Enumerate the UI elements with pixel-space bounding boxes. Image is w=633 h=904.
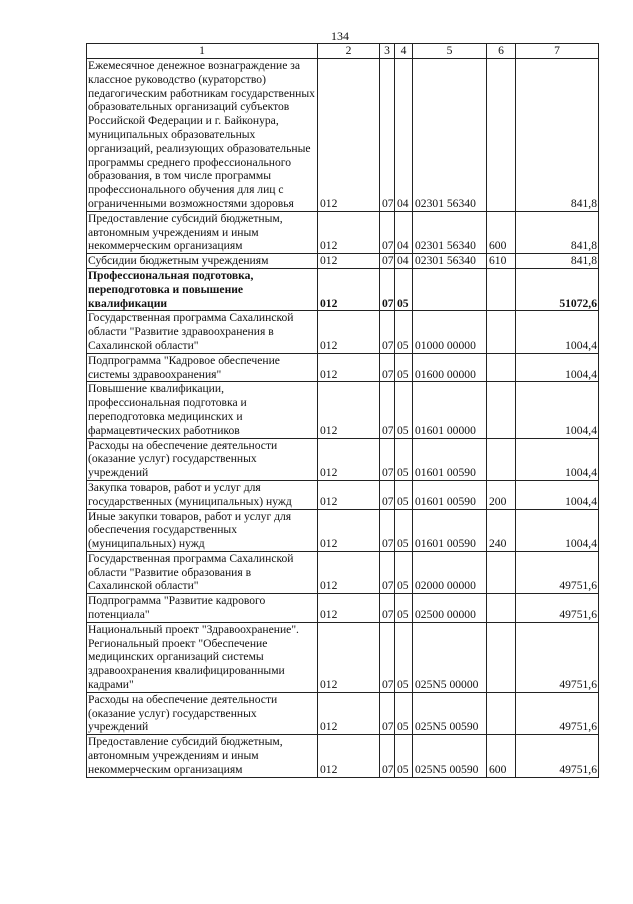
ministry-code-cell: 012 xyxy=(318,211,380,253)
section-code-cell: 07 xyxy=(380,353,395,382)
expense-type-cell xyxy=(487,692,516,734)
section-code-cell: 07 xyxy=(380,211,395,253)
section-code-cell: 07 xyxy=(380,622,395,692)
table-row xyxy=(87,211,599,253)
table-row xyxy=(87,594,599,623)
amount-cell: 1004,4 xyxy=(516,438,599,480)
ministry-code-cell: 012 xyxy=(318,268,380,310)
target-article-cell: 02301 56340 xyxy=(413,59,487,212)
subsection-code-cell: 05 xyxy=(395,311,413,353)
ministry-code-cell: 012 xyxy=(318,353,380,382)
column-header: 5 xyxy=(413,44,487,59)
expense-type-cell xyxy=(487,382,516,438)
row-name-cell: Повышение квалификации, профессиональная подготовка и переподготовка медицинских и фармацевтических работников xyxy=(87,382,318,438)
expense-type-cell: 610 xyxy=(487,254,516,269)
section-code-cell: 07 xyxy=(380,509,395,551)
amount-cell: 49751,6 xyxy=(516,622,599,692)
expense-type-cell xyxy=(487,594,516,623)
expense-type-cell xyxy=(487,268,516,310)
column-header: 1 xyxy=(87,44,318,59)
ministry-code-cell: 012 xyxy=(318,594,380,623)
table-row xyxy=(87,622,599,692)
target-article-cell xyxy=(413,268,487,310)
column-header: 2 xyxy=(318,44,380,59)
subsection-code-cell: 05 xyxy=(395,382,413,438)
amount-cell: 49751,6 xyxy=(516,692,599,734)
column-header: 7 xyxy=(516,44,599,59)
ministry-code-cell: 012 xyxy=(318,551,380,593)
expense-type-cell xyxy=(487,622,516,692)
table-row xyxy=(87,254,599,269)
row-name-cell: Ежемесячное денежное вознаграждение за классное руководство (кураторство) педагогическим работникам государственных образовательных организаций субъектов Российской Федерации и г. Байконура, муниципальных образовательных организаций, реализующих образовательные программы среднего профессионального образования, в том числе программы профессионального обучения для лиц с ограниченными возможностями здоровья xyxy=(87,59,318,212)
ministry-code-cell: 012 xyxy=(318,438,380,480)
target-article-cell: 01000 00000 xyxy=(413,311,487,353)
table-body xyxy=(87,59,599,778)
page-number: 134 xyxy=(331,29,349,43)
table-header-row xyxy=(87,44,599,59)
subsection-code-cell: 05 xyxy=(395,480,413,509)
section-code-cell: 07 xyxy=(380,594,395,623)
table-row xyxy=(87,382,599,438)
expense-type-cell xyxy=(487,353,516,382)
amount-cell: 1004,4 xyxy=(516,509,599,551)
ministry-code-cell: 012 xyxy=(318,509,380,551)
target-article-cell: 01601 00590 xyxy=(413,509,487,551)
amount-cell: 49751,6 xyxy=(516,735,599,777)
table-row xyxy=(87,268,599,310)
amount-cell: 1004,4 xyxy=(516,480,599,509)
expense-type-cell: 600 xyxy=(487,211,516,253)
amount-cell: 841,8 xyxy=(516,211,599,253)
amount-cell: 49751,6 xyxy=(516,551,599,593)
target-article-cell: 025N5 00590 xyxy=(413,735,487,777)
table-row xyxy=(87,735,599,777)
expense-type-cell xyxy=(487,438,516,480)
table-row xyxy=(87,692,599,734)
section-code-cell: 07 xyxy=(380,268,395,310)
subsection-code-cell: 05 xyxy=(395,594,413,623)
target-article-cell: 02301 56340 xyxy=(413,211,487,253)
row-name-cell: Иные закупки товаров, работ и услуг для обеспечения государственных (муниципальных) нужд xyxy=(87,509,318,551)
subsection-code-cell: 05 xyxy=(395,438,413,480)
expense-type-cell xyxy=(487,311,516,353)
row-name-cell: Предоставление субсидий бюджетным, автономным учреждениям и иным некоммерческим организациям xyxy=(87,211,318,253)
amount-cell: 1004,4 xyxy=(516,353,599,382)
amount-cell: 51072,6 xyxy=(516,268,599,310)
row-name-cell: Расходы на обеспечение деятельности (оказание услуг) государственных учреждений xyxy=(87,438,318,480)
target-article-cell: 02301 56340 xyxy=(413,254,487,269)
target-article-cell: 02500 00000 xyxy=(413,594,487,623)
subsection-code-cell: 05 xyxy=(395,551,413,593)
subsection-code-cell: 05 xyxy=(395,353,413,382)
row-name-cell: Подпрограмма "Развитие кадрового потенциала" xyxy=(87,594,318,623)
section-code-cell: 07 xyxy=(380,438,395,480)
target-article-cell: 01601 00590 xyxy=(413,438,487,480)
section-code-cell: 07 xyxy=(380,382,395,438)
column-header: 4 xyxy=(395,44,413,59)
section-code-cell: 07 xyxy=(380,551,395,593)
section-code-cell: 07 xyxy=(380,735,395,777)
row-name-cell: Предоставление субсидий бюджетным, автономным учреждениям и иным некоммерческим организациям xyxy=(87,735,318,777)
ministry-code-cell: 012 xyxy=(318,735,380,777)
amount-cell: 49751,6 xyxy=(516,594,599,623)
target-article-cell: 01601 00000 xyxy=(413,382,487,438)
amount-cell: 1004,4 xyxy=(516,311,599,353)
table-row xyxy=(87,480,599,509)
ministry-code-cell: 012 xyxy=(318,622,380,692)
table-row xyxy=(87,551,599,593)
row-name-cell: Закупка товаров, работ и услуг для государственных (муниципальных) нужд xyxy=(87,480,318,509)
row-name-cell: Государственная программа Сахалинской области "Развитие здравоохранения в Сахалинской области" xyxy=(87,311,318,353)
table-row xyxy=(87,509,599,551)
row-name-cell: Подпрограмма "Кадровое обеспечение системы здравоохранения" xyxy=(87,353,318,382)
column-header: 3 xyxy=(380,44,395,59)
expense-type-cell xyxy=(487,551,516,593)
ministry-code-cell: 012 xyxy=(318,311,380,353)
subsection-code-cell: 05 xyxy=(395,268,413,310)
section-code-cell: 07 xyxy=(380,692,395,734)
row-name-cell: Профессиональная подготовка, переподготовка и повышение квалификации xyxy=(87,268,318,310)
ministry-code-cell: 012 xyxy=(318,692,380,734)
target-article-cell: 025N5 00000 xyxy=(413,622,487,692)
subsection-code-cell: 05 xyxy=(395,622,413,692)
target-article-cell: 01600 00000 xyxy=(413,353,487,382)
subsection-code-cell: 05 xyxy=(395,509,413,551)
expense-type-cell xyxy=(487,59,516,212)
budget-table xyxy=(86,43,599,778)
table-row xyxy=(87,353,599,382)
expense-type-cell: 600 xyxy=(487,735,516,777)
subsection-code-cell: 05 xyxy=(395,735,413,777)
amount-cell: 841,8 xyxy=(516,254,599,269)
row-name-cell: Национальный проект "Здравоохранение". Региональный проект "Обеспечение медицинских организаций системы здравоохранения квалифицированными кадрами" xyxy=(87,622,318,692)
amount-cell: 841,8 xyxy=(516,59,599,212)
subsection-code-cell: 04 xyxy=(395,254,413,269)
row-name-cell: Расходы на обеспечение деятельности (оказание услуг) государственных учреждений xyxy=(87,692,318,734)
ministry-code-cell: 012 xyxy=(318,59,380,212)
section-code-cell: 07 xyxy=(380,311,395,353)
subsection-code-cell: 05 xyxy=(395,692,413,734)
row-name-cell: Государственная программа Сахалинской области "Развитие образования в Сахалинской области" xyxy=(87,551,318,593)
section-code-cell: 07 xyxy=(380,480,395,509)
subsection-code-cell: 04 xyxy=(395,211,413,253)
section-code-cell: 07 xyxy=(380,254,395,269)
target-article-cell: 02000 00000 xyxy=(413,551,487,593)
ministry-code-cell: 012 xyxy=(318,382,380,438)
ministry-code-cell: 012 xyxy=(318,254,380,269)
expense-type-cell: 200 xyxy=(487,480,516,509)
table-row xyxy=(87,438,599,480)
table-row xyxy=(87,311,599,353)
subsection-code-cell: 04 xyxy=(395,59,413,212)
ministry-code-cell: 012 xyxy=(318,480,380,509)
row-name-cell: Субсидии бюджетным учреждениям xyxy=(87,254,318,269)
target-article-cell: 025N5 00590 xyxy=(413,692,487,734)
section-code-cell: 07 xyxy=(380,59,395,212)
expense-type-cell: 240 xyxy=(487,509,516,551)
amount-cell: 1004,4 xyxy=(516,382,599,438)
table-row xyxy=(87,59,599,212)
column-header: 6 xyxy=(487,44,516,59)
target-article-cell: 01601 00590 xyxy=(413,480,487,509)
